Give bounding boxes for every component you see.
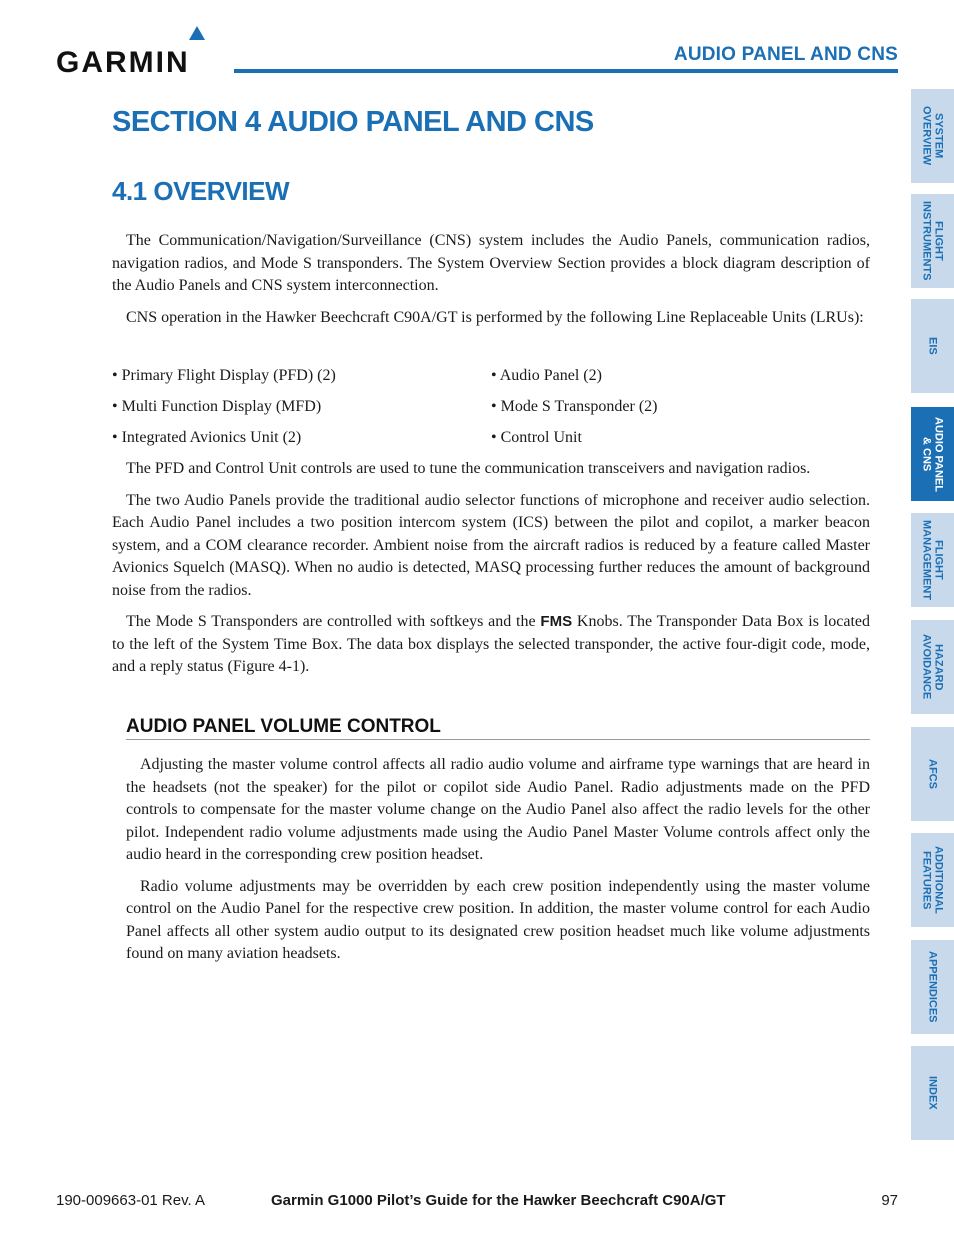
tab-additional-features[interactable] bbox=[911, 833, 954, 927]
tab-label: HAZARD AVOIDANCE bbox=[920, 634, 945, 700]
paragraph: Radio volume adjustments may be overridden by each crew position independently using the master volume control on the Audio Panel for the respective crew position. In addition, the master volume control for each Audio Panel affects all other system audio output to its designated crew position headset much like volume adjustments found on many aviation headsets. bbox=[126, 877, 870, 962]
tab-label: APPENDICES bbox=[926, 951, 939, 1023]
volume-heading: AUDIO PANEL VOLUME CONTROL bbox=[126, 716, 870, 740]
tab-afcs[interactable] bbox=[911, 727, 954, 821]
lru-bullet-list bbox=[112, 365, 870, 458]
list-item: • Integrated Avionics Unit (2) bbox=[112, 429, 302, 446]
paragraph: The Communication/Navigation/Surveillance (CNS) system includes the Audio Panels, communication radios, navigation radios, and Mode S transponders. The System Overview Section provides a block diagram description of the Audio Panels and CNS system interconnection. bbox=[112, 232, 870, 294]
subsection-title: 4.1 OVERVIEW bbox=[112, 176, 290, 206]
footer-doc-number: 190-009663-01 Rev. A bbox=[56, 1192, 205, 1209]
footer-guide-title: Garmin G1000 Pilot’s Guide for the Hawker Beechcraft C90A/GT bbox=[271, 1192, 726, 1209]
footer-page-number: 97 bbox=[881, 1192, 898, 1209]
tab-flight-instruments[interactable] bbox=[911, 194, 954, 288]
running-header: AUDIO PANEL AND CNS bbox=[673, 44, 898, 65]
list-item: • Audio Panel (2) bbox=[491, 367, 602, 384]
list-item: • Mode S Transponder (2) bbox=[491, 398, 658, 415]
paragraph: The two Audio Panels provide the traditional audio selector functions of microphone and receiver audio selection. Each Audio Panel includes a two position intercom system (ICS) between the pilot and copilot, a marker beacon system, and a COM clearance recorder. Ambient noise from the aircraft radios is reduced by a feature called Master Avionics Squelch (MASQ). When no audio is detected, MASQ processing further reduces the amount of background noise from the radios. bbox=[112, 491, 870, 599]
fms-knob-label: FMS bbox=[540, 613, 573, 630]
transponder-paragraph bbox=[112, 611, 870, 679]
tab-eis[interactable] bbox=[911, 299, 954, 393]
tab-label: SYSTEM OVERVIEW bbox=[920, 106, 945, 166]
paragraph: CNS operation in the Hawker Beechcraft C90A/GT is performed by the following Line Replaceable Units (LRUs): bbox=[126, 308, 864, 326]
tab-label: AUDIO PANEL & CNS bbox=[920, 416, 945, 492]
tab-label: INDEX bbox=[926, 1076, 939, 1110]
tab-index[interactable] bbox=[911, 1046, 954, 1140]
volume-body bbox=[126, 754, 870, 966]
tab-hazard-avoidance[interactable] bbox=[911, 620, 954, 714]
logo-text: GARMIN bbox=[56, 46, 190, 79]
paragraph: Adjusting the master volume control affects all radio audio volume and airframe type warnings that are heard in the headsets (not the speaker) for the pilot or copilot side Audio Panel. Radio adjustments made on the PFD controls to compensate for the master volume change on the Audio Panel also affect the radio levels for the other pilot. Independent radio volume adjustments made using the Audio Panel Master Volume controls affect only the audio heard in the corresponding crew position headset. bbox=[126, 756, 870, 863]
list-item: • Multi Function Display (MFD) bbox=[112, 398, 322, 415]
bullet-column-right bbox=[491, 365, 870, 458]
tab-label: ADDITIONAL FEATURES bbox=[920, 846, 945, 914]
tab-appendices[interactable] bbox=[911, 940, 954, 1034]
text-span: Knobs. The Transponder Data Box is located to the left of the System Time Box. The data box displays the selected transponder, the active four-digit code, mode, and a reply status (Figure 4-1). bbox=[112, 613, 870, 675]
tab-flight-management[interactable] bbox=[911, 513, 954, 607]
garmin-logo bbox=[56, 26, 221, 79]
list-item: • Primary Flight Display (PFD) (2) bbox=[112, 367, 336, 384]
paragraph: The PFD and Control Unit controls are used to tune the communication transceivers and navigation radios. bbox=[126, 460, 811, 477]
overview-body-continued bbox=[112, 458, 870, 679]
header-rule bbox=[234, 69, 898, 73]
tab-label: EIS bbox=[926, 337, 939, 355]
bullet-column-left bbox=[112, 365, 491, 458]
tab-label: FLIGHT MANAGEMENT bbox=[920, 519, 945, 601]
tab-system-overview[interactable] bbox=[911, 89, 954, 183]
list-item: • Control Unit bbox=[491, 429, 582, 446]
tab-label: FLIGHT INSTRUMENTS bbox=[920, 201, 945, 281]
text-span: The Mode S Transponders are controlled with softkeys and the bbox=[126, 613, 541, 630]
tab-audio-panel-cns[interactable] bbox=[911, 407, 954, 501]
section-title: SECTION 4 AUDIO PANEL AND CNS bbox=[112, 106, 594, 138]
overview-body bbox=[112, 230, 870, 329]
tab-label: AFCS bbox=[926, 759, 939, 789]
garmin-triangle-icon bbox=[189, 26, 205, 40]
